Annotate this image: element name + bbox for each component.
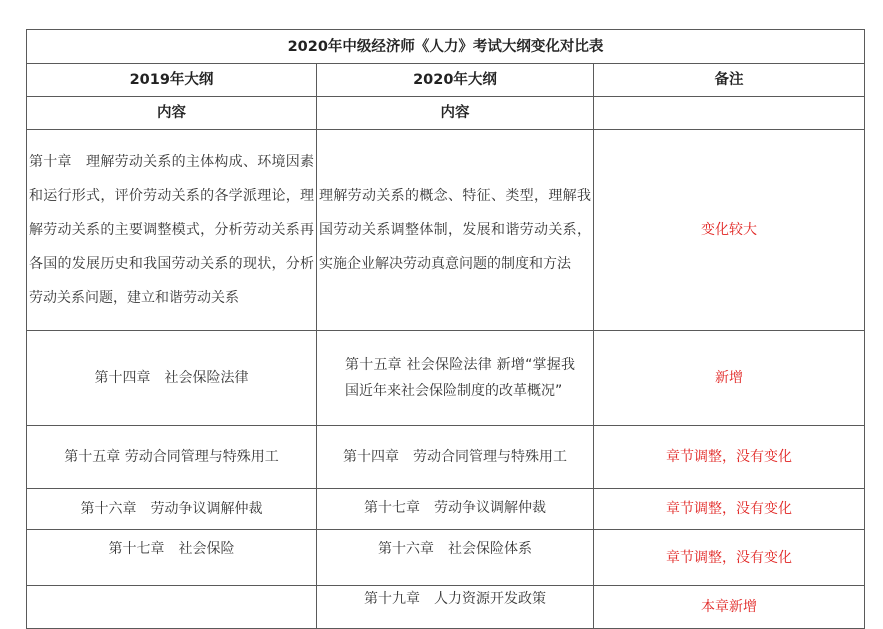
row-old-content [27, 586, 317, 629]
row-old-content: 第十四章 社会保险法律 [27, 331, 317, 426]
row-old-content: 第十六章 劳动争议调解仲裁 [27, 489, 317, 530]
row-new-content: 第十九章 人力资源开发政策 [317, 586, 594, 629]
row-new-content: 第十五章 社会保险法律 新增“掌握我国近年来社会保险制度的改革概况” [317, 331, 594, 426]
subheader-2020-content: 内容 [317, 97, 594, 130]
row-old-content: 第十章 理解劳动关系的主体构成、环境因素和运行形式，评价劳动关系的各学派理论，理解劳动关系的主要调整模式，分析劳动关系再各国的发展历史和我国劳动关系的现状，分析劳动关系问题，建立和谐劳动关系 [27, 130, 317, 331]
row-note: 变化较大 [594, 130, 865, 331]
row-new-content: 第十四章 劳动合同管理与特殊用工 [317, 426, 594, 489]
header-notes: 备注 [594, 64, 865, 97]
table-row [27, 426, 865, 489]
table-title: 2020年中级经济师《人力》考试大纲变化对比表 [27, 30, 865, 64]
subheader-notes-empty [594, 97, 865, 130]
row-note: 章节调整，没有变化 [594, 426, 865, 489]
row-note: 章节调整，没有变化 [594, 489, 865, 530]
table-row [27, 130, 865, 331]
row-new-content: 第十七章 劳动争议调解仲裁 [317, 489, 594, 530]
row-note: 本章新增 [594, 586, 865, 629]
header-2020: 2020年大纲 [317, 64, 594, 97]
subheader-2019-content: 内容 [27, 97, 317, 130]
table-row [27, 586, 865, 629]
row-new-content: 理解劳动关系的概念、特征、类型，理解我国劳动关系调整体制，发展和谐劳动关系，实施企业解决劳动真意问题的制度和方法 [317, 130, 594, 331]
row-note: 新增 [594, 331, 865, 426]
row-old-content: 第十七章 社会保险 [27, 530, 317, 586]
row-new-content: 第十六章 社会保险体系 [317, 530, 594, 586]
header-2019: 2019年大纲 [27, 64, 317, 97]
table-row [27, 489, 865, 530]
table-row [27, 530, 865, 586]
comparison-table [26, 29, 865, 629]
row-note: 章节调整，没有变化 [594, 530, 865, 586]
row-old-content: 第十五章 劳动合同管理与特殊用工 [27, 426, 317, 489]
table-row [27, 331, 865, 426]
